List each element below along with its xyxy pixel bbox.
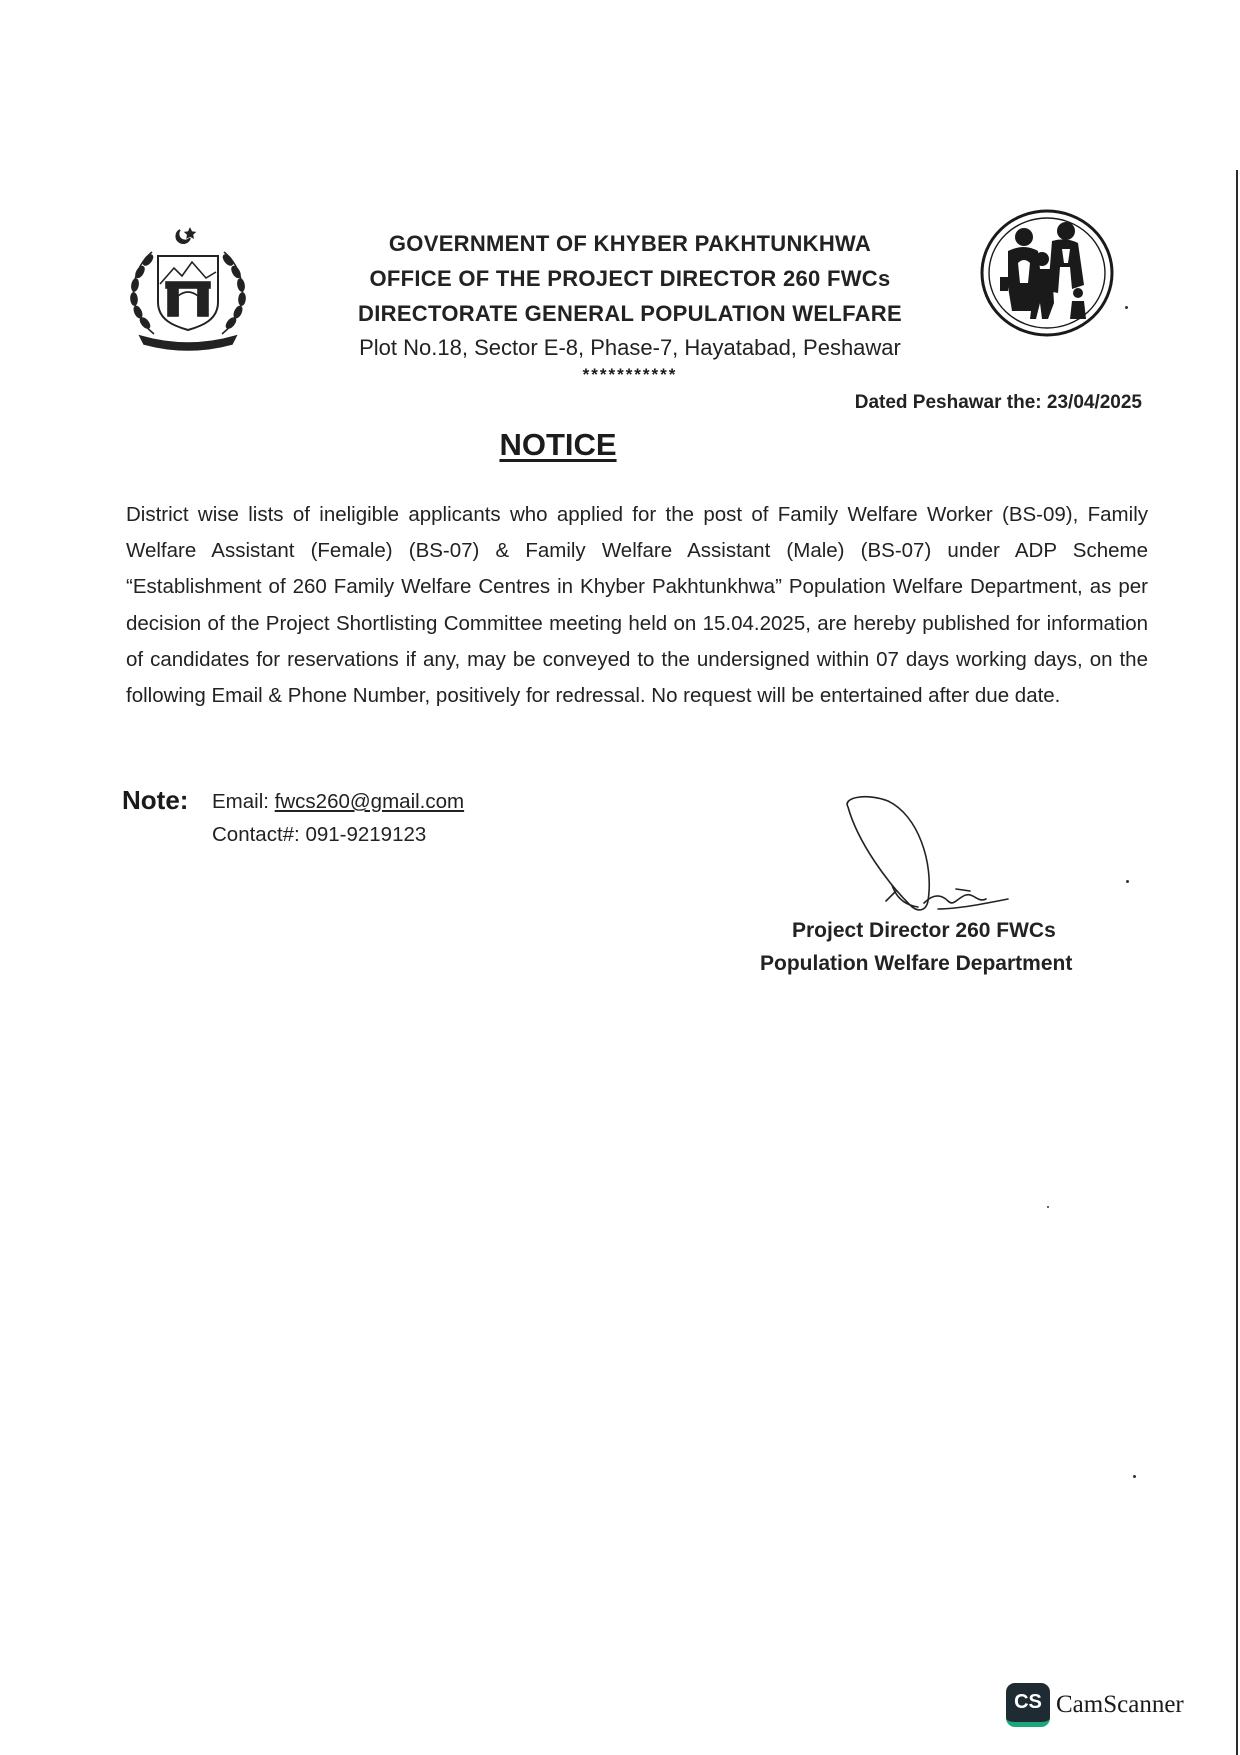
kp-government-emblem-icon <box>118 222 258 358</box>
email-prefix: Email: <box>212 790 269 813</box>
scan-speck <box>1125 306 1128 309</box>
letterhead <box>300 226 960 385</box>
header-government: GOVERNMENT OF KHYBER PAKHTUNKHWA <box>388 231 872 256</box>
note-label: Note: <box>122 785 189 815</box>
header-office: OFFICE OF THE PROJECT DIRECTOR 260 FWCs <box>369 266 891 291</box>
header-separator: *********** <box>582 365 678 384</box>
header-directorate: DIRECTORATE GENERAL POPULATION WELFARE <box>358 301 902 326</box>
date-line: Dated Peshawar the: 23/04/2025 <box>854 392 1142 413</box>
signatory-department: Population Welfare Department <box>760 952 1073 975</box>
scan-speck <box>1133 1475 1136 1478</box>
page-edge-line <box>1236 170 1238 1755</box>
camscanner-logo-icon: CS <box>1006 1683 1050 1727</box>
scan-speck <box>1047 1206 1049 1208</box>
note-contact-line: Contact#: 091-9219123 <box>212 823 427 846</box>
scan-speck <box>1126 880 1129 883</box>
signatory-title: Project Director 260 FWCs <box>792 919 1056 942</box>
camscanner-label: CamScanner <box>1056 1691 1184 1718</box>
email-link[interactable]: fwcs260@gmail.com <box>274 790 465 813</box>
notice-title: NOTICE <box>499 427 617 462</box>
notice-body: District wise lists of ineligible applicants who applied for the post of Family Welfare Worker (BS-09), Family Welfare Assistant (Female) (BS-07) & Family Welfare Assistant (Male) (BS-07) under ADP Scheme “Establishment of 260 Family Welfare Centres in Khyber Pakhtunkhwa” Population Welfare Department, as per decision of the Project Shortlisting Committee meeting held on 15.04.2025, are hereby published for information of candidates for reservations if any, may be conveyed to the undersigned within 07 days working days, on the following Email & Phone Number, positively for redressal. No request will be entertained after due date. <box>126 503 1148 708</box>
population-welfare-logo-icon <box>978 207 1116 339</box>
camscanner-watermark <box>1006 1683 1184 1727</box>
note-email-line <box>212 790 464 814</box>
header-address: Plot No.18, Sector E-8, Phase-7, Hayatabad, Peshawar <box>359 335 901 360</box>
